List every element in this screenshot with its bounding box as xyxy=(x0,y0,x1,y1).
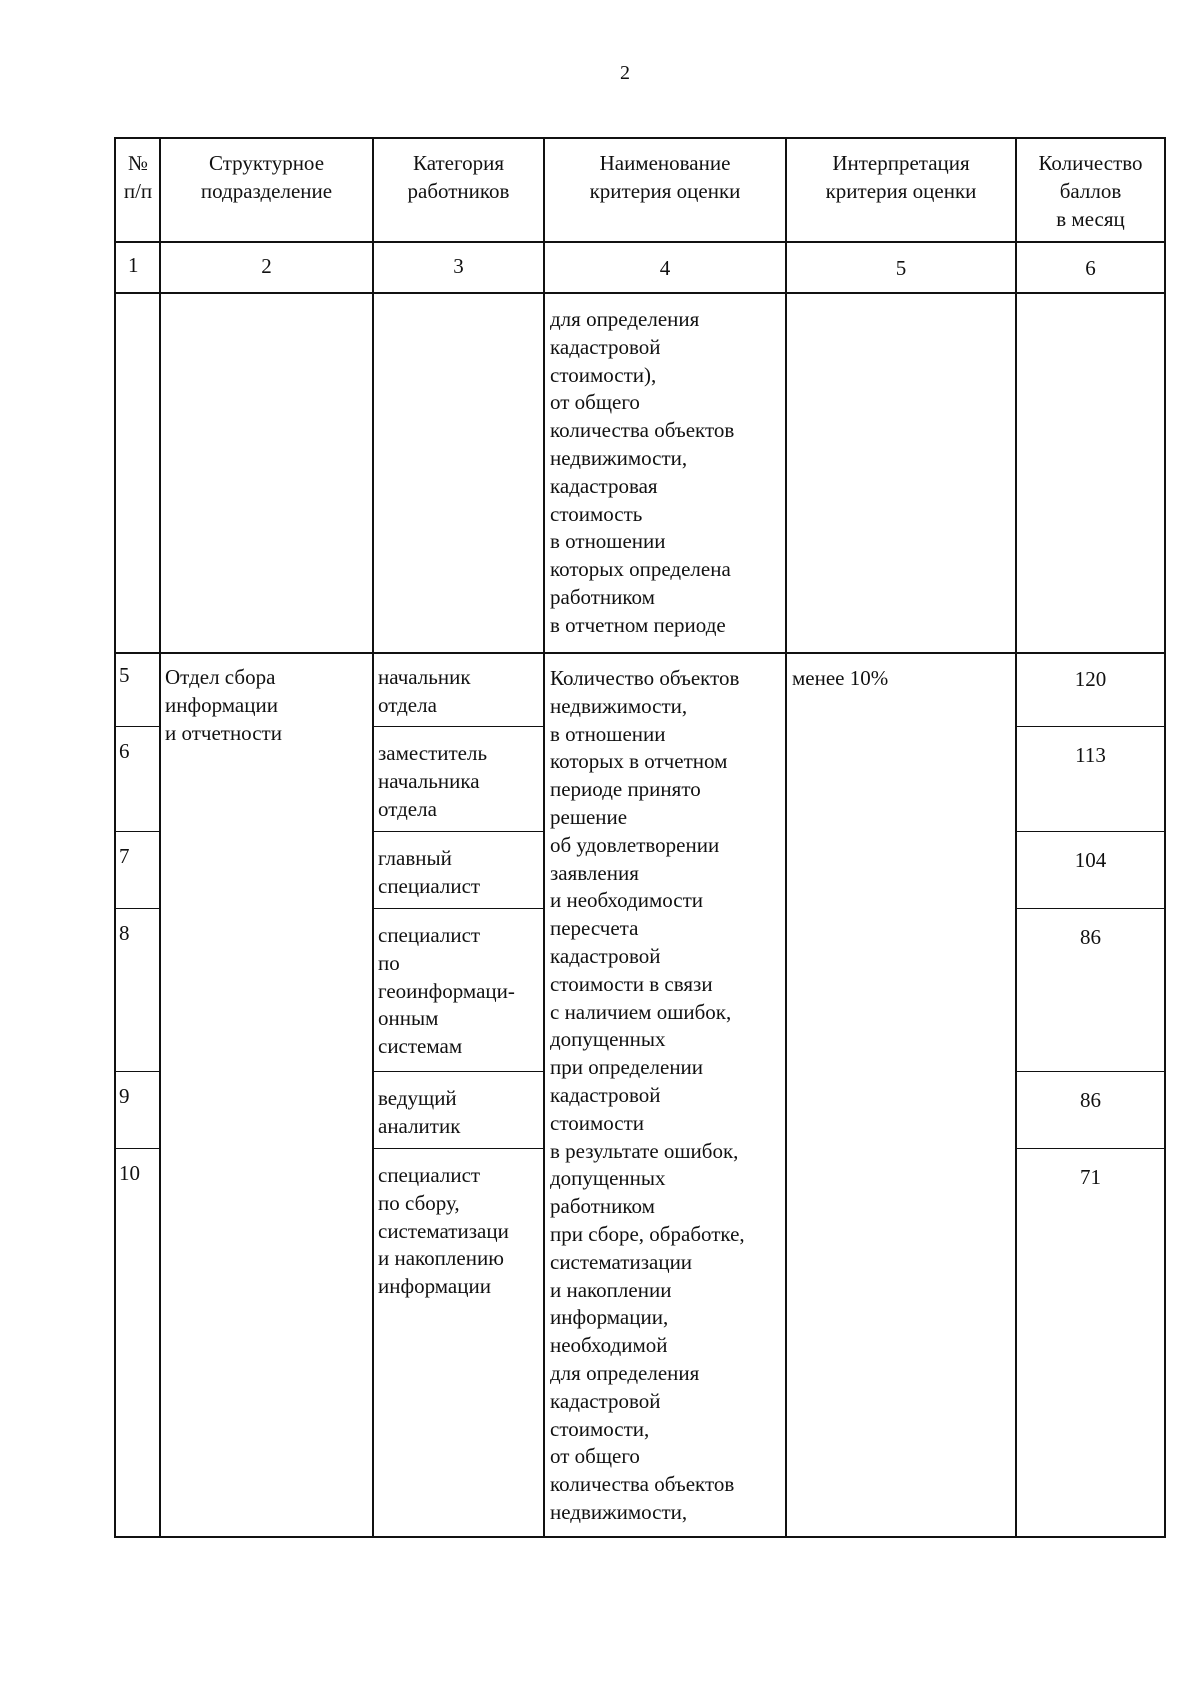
header-criterion: Наименование критерия оценки xyxy=(589,151,741,203)
department-name: Отдел сбора информации и отчетности xyxy=(165,665,282,745)
row-number: 8 xyxy=(119,921,130,945)
row-number: 10 xyxy=(119,1161,140,1185)
header-points: Количество баллов в месяц xyxy=(1038,151,1143,231)
header-department: Структурное подразделение xyxy=(200,151,333,203)
points-value: 86 xyxy=(1080,925,1101,949)
continued-criterion: для определения кадастровой стоимости), от общего количества объектов недвижимости, кадастровая стоимость в отношении которых определена работником в отчетном периоде xyxy=(550,307,735,637)
points-value: 104 xyxy=(1074,848,1107,872)
column-number: 6 xyxy=(1085,256,1096,280)
column-number: 2 xyxy=(261,254,272,278)
row-number: 7 xyxy=(119,844,130,868)
header-num: № п/п xyxy=(123,151,153,203)
header-category: Категория работников xyxy=(407,151,510,203)
criterion-text: Количество объектов недвижимости, в отношении которых в отчетном периоде принято решение об удовлетворении заявления и необходимости пересчета кадастровой стоимости в связи с наличием ошибок, допущенных при определении кадастровой стоимости в результате ошибок, допущенных работником при сборе, обработке, систематизации и накоплении информации, необходимой для определения кадастровой стоимости, от общего количества объектов недвижимости, xyxy=(550,666,745,1524)
points-value: 71 xyxy=(1080,1165,1101,1189)
points-value: 113 xyxy=(1075,743,1106,767)
points-value: 120 xyxy=(1074,667,1107,691)
column-number: 1 xyxy=(128,253,139,277)
employee-category: специалист по геоинформаци- онным системам xyxy=(378,923,515,1059)
points-value: 86 xyxy=(1080,1088,1101,1112)
employee-category: ведущий аналитик xyxy=(378,1086,461,1138)
employee-category: главный специалист xyxy=(378,846,481,898)
header-interpretation: Интерпретация критерия оценки xyxy=(825,151,977,203)
row-number: 5 xyxy=(119,663,130,687)
column-number: 4 xyxy=(659,256,671,280)
employee-category: специалист по сбору, систематизаци и накоплению информации xyxy=(378,1163,509,1299)
row-number: 6 xyxy=(119,739,130,763)
employee-category: начальник отдела xyxy=(378,665,471,717)
interpretation-text: менее 10% xyxy=(792,666,889,690)
column-number: 5 xyxy=(895,256,907,280)
employee-category: заместитель начальника отдела xyxy=(378,741,488,821)
page-number: 2 xyxy=(620,62,630,84)
row-number: 9 xyxy=(119,1084,130,1108)
column-number: 3 xyxy=(453,254,464,278)
